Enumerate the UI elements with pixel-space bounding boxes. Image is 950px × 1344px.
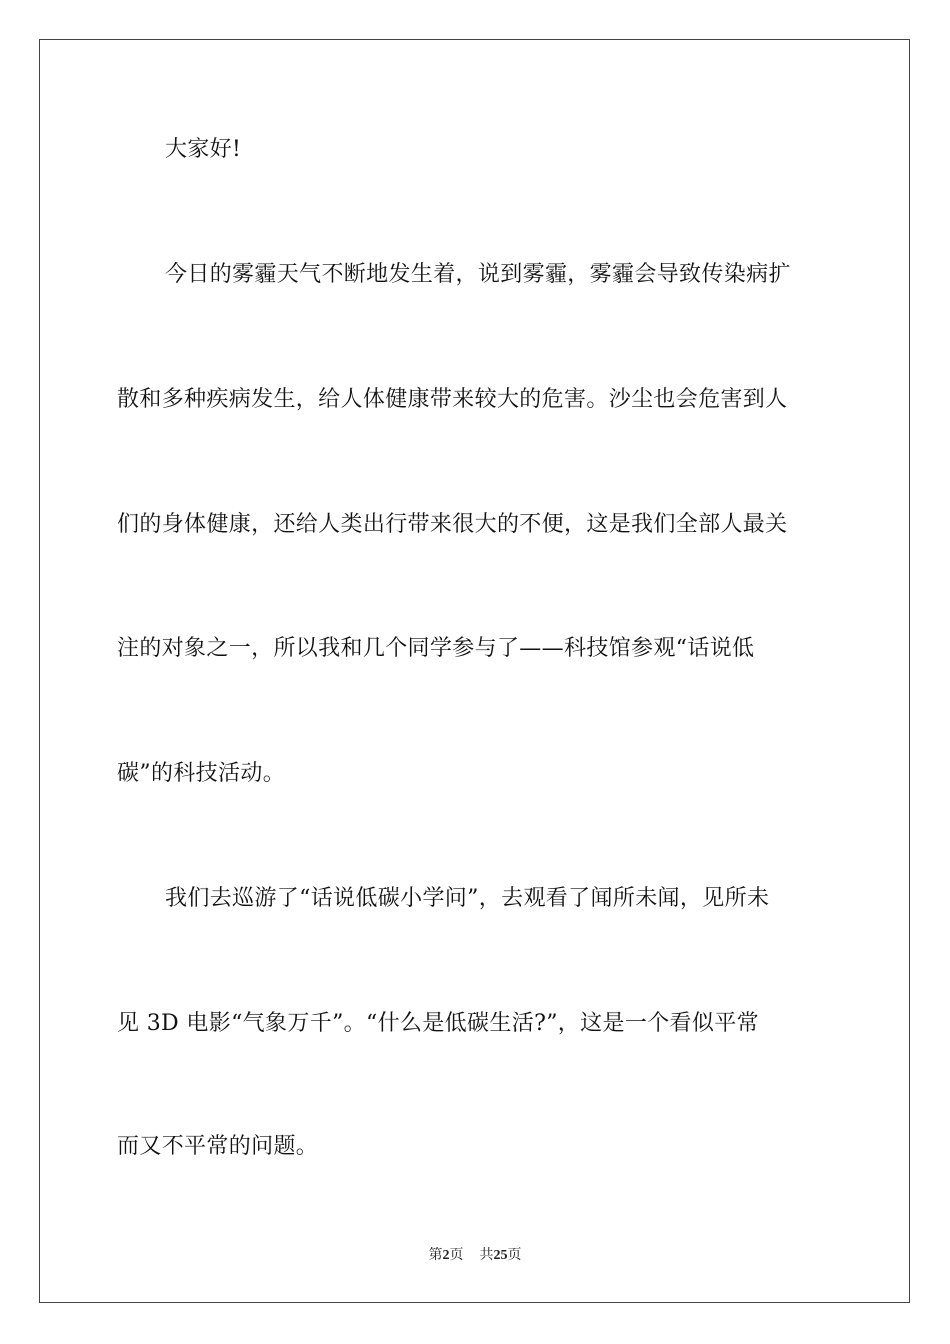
total-prefix: 共 xyxy=(479,1248,494,1263)
greeting-line: 大家好! xyxy=(165,137,242,162)
page-number: 2 xyxy=(442,1248,450,1263)
page-border xyxy=(39,39,910,1303)
total-suffix: 页 xyxy=(507,1248,522,1263)
paragraph-2-line-3: 而又不平常的问题。 xyxy=(117,1134,319,1159)
paragraph-1-line-1: 今日的雾霾天气不断地发生着，说到雾霾，雾霾会导致传染病扩 xyxy=(165,262,791,287)
paragraph-1-line-5: 碳”的科技活动。 xyxy=(117,761,286,786)
paragraph-1-line-3: 们的身体健康，还给人类出行带来很大的不便，这是我们全部人最关 xyxy=(117,512,788,537)
total-pages: 25 xyxy=(493,1248,508,1263)
page-prefix: 第 xyxy=(428,1248,443,1263)
paragraph-1-line-4: 注的对象之一，所以我和几个同学参与了——科技馆参观“话说低 xyxy=(117,636,755,661)
page-suffix: 页 xyxy=(449,1248,464,1263)
paragraph-2-line-2: 见 3D 电影“气象万千”。“什么是低碳生活?”，这是一个看似平常 xyxy=(117,1011,759,1036)
paragraph-1-line-2: 散和多种疾病发生，给人体健康带来较大的危害。沙尘也会危害到人 xyxy=(117,387,788,412)
page-footer xyxy=(0,1247,950,1265)
paragraph-2-line-1: 我们去巡游了“话说低碳小学问”，去观看了闻所未闻，见所未 xyxy=(165,886,770,911)
